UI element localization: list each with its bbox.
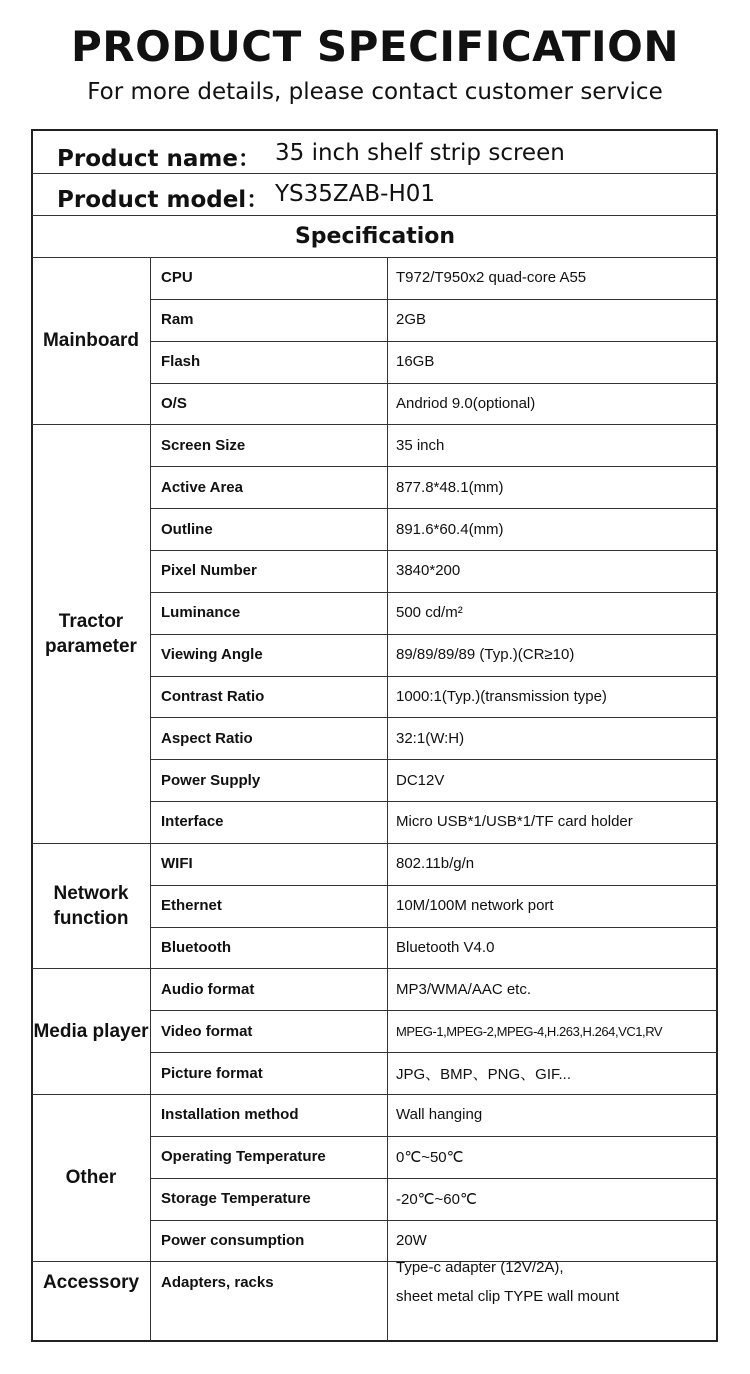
group-label: Tractor parameter [45, 610, 137, 657]
specification-heading: Specification [294, 223, 456, 249]
page-title: PRODUCT SPECIFICATION [70, 22, 680, 71]
param-label: Screen Size [161, 436, 246, 454]
param-label: WIFI [161, 855, 193, 873]
param-value: 20W [396, 1231, 427, 1249]
param-value: Micro USB*1/USB*1/TF card holder [396, 813, 633, 831]
param-label: Aspect Ratio [161, 729, 253, 747]
param-value: Andriod 9.0(optional) [396, 394, 536, 412]
param-label: Power consumption [161, 1231, 305, 1249]
param-value: 16GB [396, 353, 435, 371]
param-value: JPG、BMP、PNG、GIF... [396, 1065, 572, 1083]
param-value: DC12V [396, 771, 445, 789]
param-value: 891.6*60.4(mm) [396, 520, 504, 538]
param-label: Pixel Number [161, 562, 257, 580]
param-label: Power Supply [161, 771, 261, 789]
param-value: 1000:1(Typ.)(transmission type) [396, 687, 607, 705]
param-value: 2GB [396, 311, 427, 329]
param-value-line: sheet metal clip TYPE wall mount [396, 1288, 620, 1306]
group-label: Media player [33, 1020, 149, 1042]
param-label: Bluetooth [161, 939, 231, 957]
group-label: Accessory [42, 1271, 140, 1293]
group-label: Network function [53, 882, 129, 929]
param-value: 0℃~50℃ [396, 1148, 464, 1166]
param-label: Storage Temperature [161, 1190, 311, 1208]
param-value: T972/T950x2 quad-core A55 [396, 269, 587, 287]
product-name-value: 35 inch shelf strip screen [275, 140, 565, 166]
product-name-label: Product name： [57, 146, 261, 172]
param-value: 877.8*48.1(mm) [396, 478, 504, 496]
param-label: Ram [161, 311, 194, 329]
param-label: O/S [161, 394, 187, 412]
param-value: Bluetooth V4.0 [396, 939, 495, 957]
param-label: Viewing Angle [161, 646, 263, 664]
param-value [396, 1259, 716, 1306]
param-label: Picture format [161, 1064, 263, 1082]
group-label: Mainboard [42, 330, 140, 352]
column-divider [150, 257, 151, 1341]
param-value: Wall hanging [396, 1106, 483, 1124]
param-label: Video format [161, 1022, 253, 1040]
param-value: 89/89/89/89 (Typ.)(CR≥10) [396, 646, 575, 664]
param-value-line: Type-c adapter (12V/2A), [396, 1259, 564, 1277]
param-label: Active Area [161, 478, 243, 496]
param-value: 500 cd/m² [396, 604, 463, 622]
divider [32, 173, 718, 174]
group-label: Other [65, 1167, 117, 1189]
param-label: Outline [161, 520, 213, 538]
param-label: Operating Temperature [161, 1148, 326, 1166]
column-divider [387, 257, 388, 1341]
product-model-value: YS35ZAB-H01 [275, 181, 436, 207]
param-value: 10M/100M network port [396, 897, 554, 915]
page-subtitle: For more details, please contact customer service [87, 79, 663, 105]
param-label: Luminance [161, 604, 241, 622]
param-label: Interface [161, 813, 224, 831]
param-value: 802.11b/g/n [396, 855, 475, 873]
param-value: 32:1(W:H) [396, 729, 465, 747]
param-label: Contrast Ratio [161, 687, 265, 705]
param-value: 35 inch [396, 436, 445, 454]
product-model-label: Product model： [57, 187, 270, 213]
param-label: Flash [161, 353, 201, 371]
param-value: 3840*200 [396, 562, 461, 580]
param-value: -20℃~60℃ [396, 1190, 477, 1208]
param-label: CPU [161, 269, 193, 287]
param-label: Audio format [161, 980, 255, 998]
param-label: Installation method [161, 1106, 299, 1124]
param-value: MPEG-1,MPEG-2,MPEG-4,H.263,H.264,VC1,RV [396, 1023, 663, 1039]
param-label: Adapters, racks [161, 1273, 274, 1291]
param-value: MP3/WMA/AAC etc. [396, 980, 532, 998]
param-label: Ethernet [161, 897, 222, 915]
